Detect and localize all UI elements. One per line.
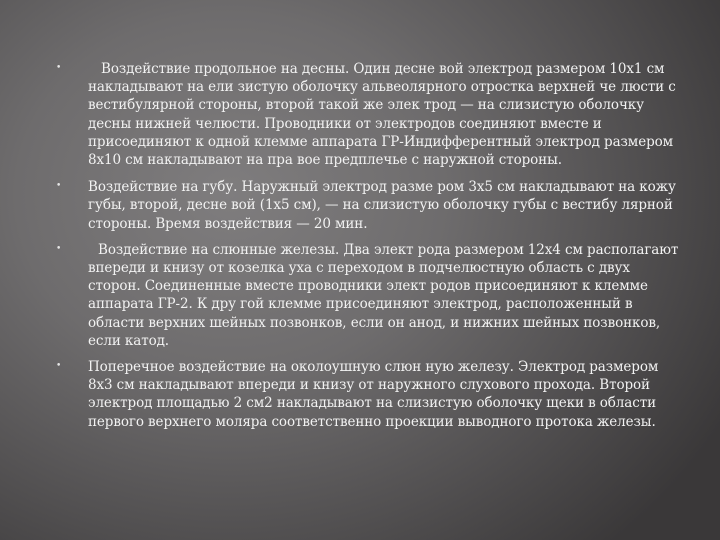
bullet-list (54, 60, 682, 439)
bullet-text: Поперечное воздействие на околоушную слюн ную железу. Электрод размером 8х3 см накладывают впереди и книзу от наружного слухового прохода. Второй электрод площадью 2 см2 накладывают на слизистую оболочку щеки в области первого верхнего моляра соответственно проекции выводного протока железы. (88, 359, 659, 430)
bullet-item-salivary-glands (54, 241, 682, 350)
bullet-marker: • (56, 181, 62, 192)
bullet-marker: • (56, 361, 62, 372)
bullet-item-lip (54, 178, 682, 233)
bullet-item-parotid-gland (54, 358, 682, 431)
bullet-text: Воздействие продольное на десны. Один десне вой электрод размером 10х1 см накладывают на ели зистую оболочку альвеолярного отростка верхней че люсти с вестибулярной стороны, второй такой же элек трод — на слизистую оболочку десны нижней челюсти. Проводники от электродов соединяют вместе и присоединяют к одной клемме аппарата ГР-Индифферентный электрод размером 8х10 см накладывают на пра вое предплечье с наружной стороны. (88, 61, 676, 169)
bullet-marker: • (56, 63, 62, 73)
bullet-item-gum-longitudinal (54, 60, 682, 169)
bullet-text: Воздействие на губу. Наружный электрод разме ром 3х5 см накладывают на кожу губы, второй, десне вой (1х5 см), — на слизистую оболочку губы с вестибу лярной стороны. Время воздействия — 20 мин. (88, 179, 676, 232)
bullet-marker: • (56, 243, 62, 254)
bullet-text: Воздействие на слюнные железы. Два элект рода размером 12х4 см располагают впереди и книзу от козелка уха с переходом в подчелюстную область с двух сторон. Соединенные вместе проводники элект родов присоединяют к клемме аппарата ГР-2. К дру гой клемме присоединяют электрод, расположенный в области верхних шейных позвонков, если он анод, и нижних шейных позвонков, если катод. (88, 241, 679, 349)
